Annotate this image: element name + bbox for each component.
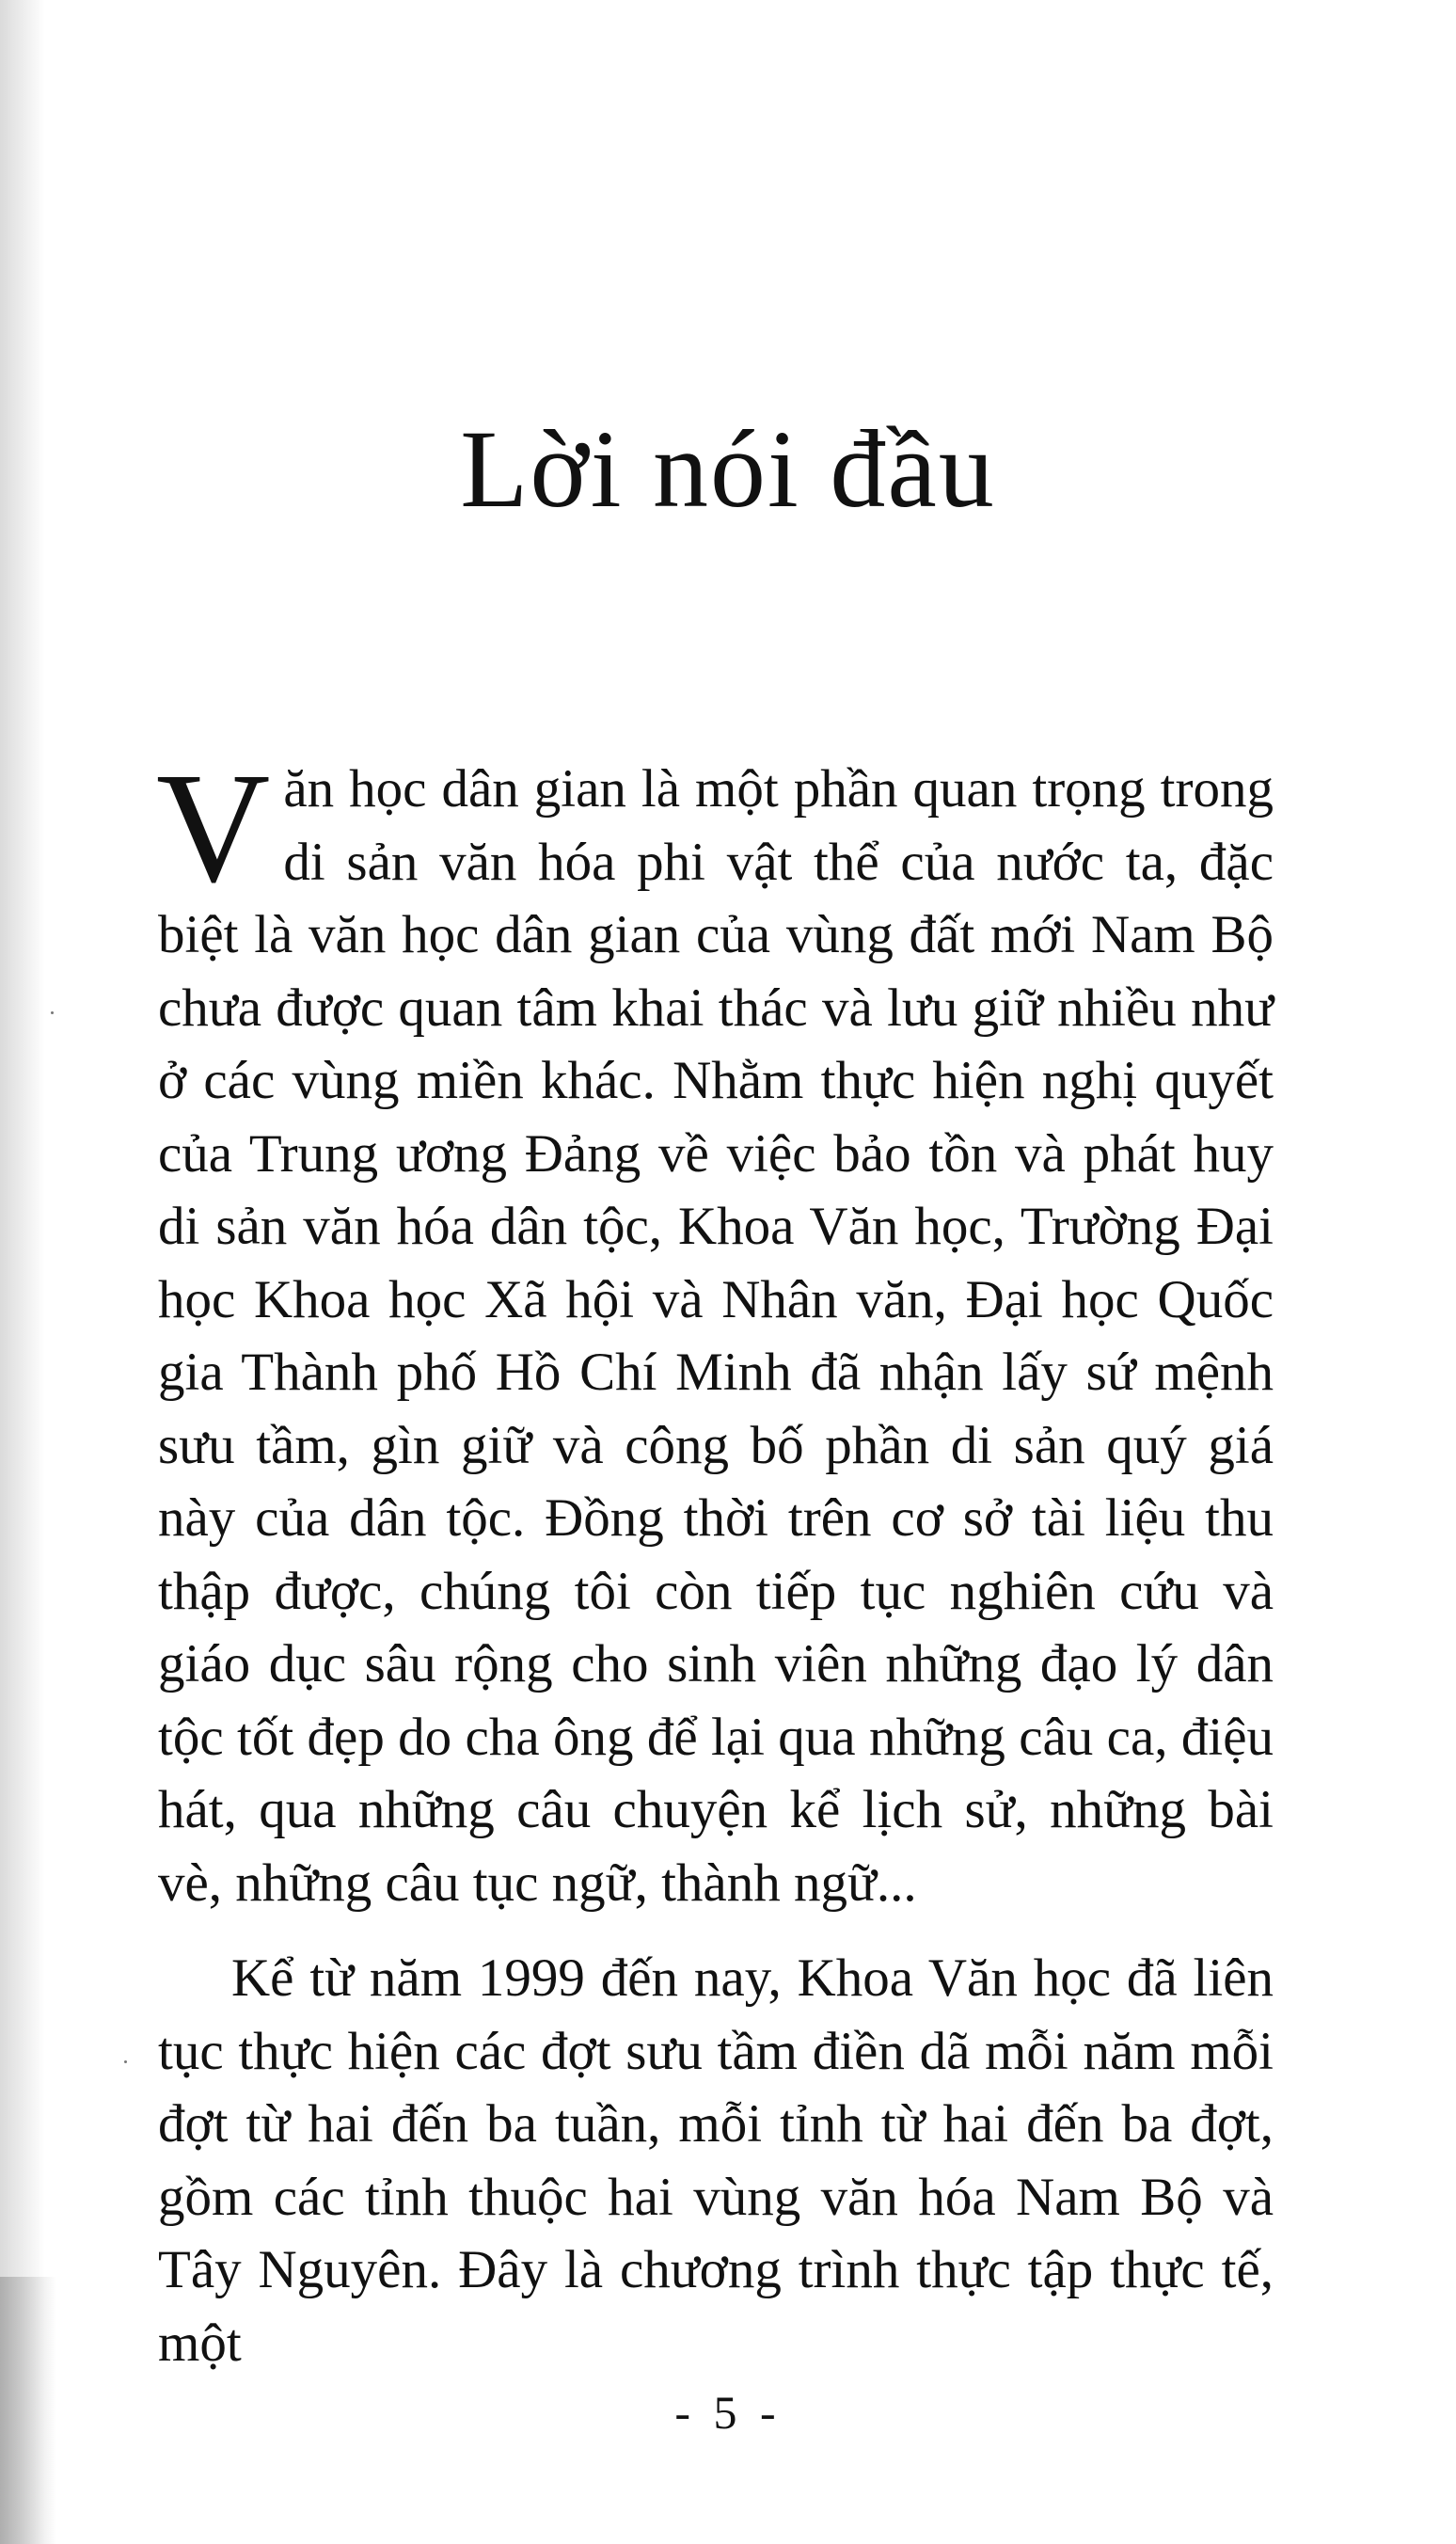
scan-speck: [51, 1011, 54, 1014]
scan-speck: [124, 2060, 127, 2063]
body-text: [156, 740, 1274, 2379]
paragraph-2-text: Kể từ năm 1999 đến nay, Khoa Văn học đã liên tục thực hiện các đợt sưu tầm điền dã mỗi năm mỗi đợt từ hai đến ba tuần, mỗi tỉnh từ hai đến ba đợt, gồm các tỉnh thuộc hai vùng văn hóa Nam Bộ và Tây Nguyên. Đây là chương trình thực tập thực tế, một: [158, 1948, 1274, 2373]
page-number: - 5 -: [674, 2386, 782, 2439]
paragraph-1-text: ăn học dân gian là một phần quan trọng trong di sản văn hóa phi vật thể của nước ta, đặc biệt là văn học dân gian của vùng đất mới Nam Bộ chưa được quan tâm khai thác và lưu giữ nhiều như ở các vùng miền khác. Nhằm thực hiện nghị quyết của Trung ương Đảng về việc bảo tồn và phát huy di sản văn hóa dân tộc, Khoa Văn học, Trường Đại học Khoa học Xã hội và Nhân văn, Đại học Quốc gia Thành phố Hồ Chí Minh đã nhận lấy sứ mệnh sưu tầm, gìn giữ và công bố phần di sản quý giá này của dân tộc. Đồng thời trên cơ sở tài liệu thu thập được, chúng tôi còn tiếp tục nghiên cứu và giáo dục sâu rộng cho sinh viên những đạo lý dân tộc tốt đẹp do cha ông để lại qua những câu ca, điệu hát, qua những câu chuyện kể lịch sử, những bài vè, những câu tục ngữ, thành ngữ...: [158, 759, 1274, 1913]
paragraph-1: [156, 740, 1274, 1919]
page-title: Lời nói đầu: [460, 407, 996, 531]
drop-cap: V: [156, 740, 271, 915]
paragraph-2: [158, 1942, 1274, 2379]
scan-shadow-left-edge: [0, 0, 45, 2544]
